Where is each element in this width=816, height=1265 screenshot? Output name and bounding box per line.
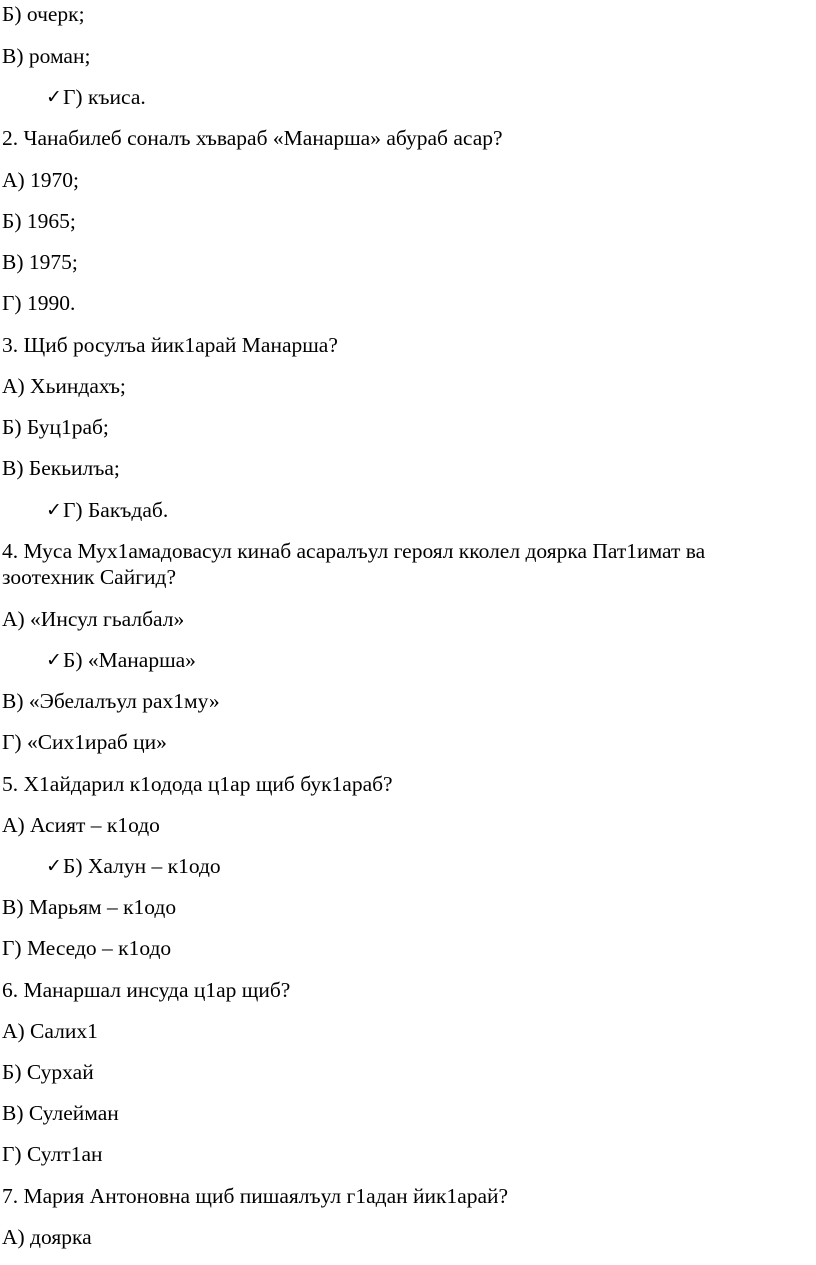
question-4-line-1: 4. Муса Мух1амадовасул кинаб асаралъул героял кколел доярка Пат1имат ва xyxy=(2,539,706,563)
answer-option: Б) Буц1раб; xyxy=(2,415,109,439)
answer-option: В) роман; xyxy=(2,44,91,68)
question-6: 6. Манаршал инсуда ц1ар щиб? xyxy=(2,978,291,1002)
answer-option: А) доярка xyxy=(2,1225,92,1249)
question-4-line-2: зоотехник Сайгид? xyxy=(2,565,177,589)
answer-option: Г) «Сих1ираб ци» xyxy=(2,730,167,754)
answer-option-correct: Г) къиса. xyxy=(63,85,146,109)
checkmark-icon: ✓ xyxy=(46,649,62,671)
answer-option: В) Марьям – к1одо xyxy=(2,895,177,919)
answer-option-correct: Б) Халун – к1одо xyxy=(63,854,221,878)
answer-option: В) Сулейман xyxy=(2,1101,119,1125)
answer-option: Б) очерк; xyxy=(2,2,85,26)
checkmark-icon: ✓ xyxy=(46,855,62,877)
question-7: 7. Мария Антоновна щиб пишаялъул г1адан йик1арай? xyxy=(2,1184,509,1208)
checkmark-icon: ✓ xyxy=(46,86,62,108)
answer-option-correct: Г) Бакъдаб. xyxy=(63,498,169,522)
answer-option: А) Асият – к1одо xyxy=(2,813,160,837)
answer-option: А) Хьиндахъ; xyxy=(2,374,126,398)
answer-option: А) «Инсул гьалбал» xyxy=(2,607,185,631)
answer-option: Г) 1990. xyxy=(2,291,76,315)
answer-option-correct: Б) «Манарша» xyxy=(63,648,196,672)
answer-option: А) 1970; xyxy=(2,168,80,192)
answer-option: Б) Сурхай xyxy=(2,1060,94,1084)
question-5: 5. Х1айдарил к1одода ц1ар щиб бук1араб? xyxy=(2,772,393,796)
answer-option: А) Салих1 xyxy=(2,1019,98,1043)
checkmark-icon: ✓ xyxy=(46,499,62,521)
answer-option: Г) Меседо – к1одо xyxy=(2,936,172,960)
answer-option: В) «Эбелалъул рах1му» xyxy=(2,689,220,713)
question-2: 2. Чанабилеб соналъ хъвараб «Манарша» абураб асар? xyxy=(2,126,503,150)
question-3: 3. Щиб росулъа йик1арай Манарша? xyxy=(2,333,338,357)
answer-option: Г) Султ1ан xyxy=(2,1142,103,1166)
answer-option: В) 1975; xyxy=(2,250,78,274)
answer-option: Б) 1965; xyxy=(2,209,76,233)
answer-option: В) Бекьилъа; xyxy=(2,456,120,480)
